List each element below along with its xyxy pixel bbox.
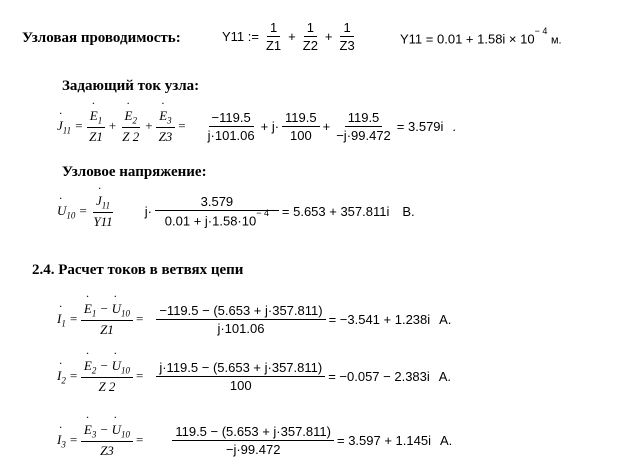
i2-symbolic: · $\frac{E_2 - \cdot U_{10}}{Z 2}$ — [81, 358, 133, 395]
j11-e1-over-z1: · $\frac{E_1}{Z1}$ — [86, 108, 106, 145]
i2-numeric: $\frac{j\cdot 119.5 - (5.653 + j\cdot 357.811)}{100}$ — [156, 360, 325, 393]
i2-result: = −0.057 − 2.383i — [328, 368, 430, 384]
i3-symbolic: · $\frac{E_3 - \cdot U_{10}}{Z3}$ — [81, 422, 133, 459]
y11-lhs: Y11 := — [222, 29, 259, 44]
heading-nodal-conductance: Узловая проводимость: — [22, 30, 181, 46]
u10-result: = 5.653 + 357.811i — [281, 203, 390, 219]
i3-numeric: $\frac{119.5 - (5.653 + j\cdot 357.811)}{-j\cdot 99.472}$ — [172, 424, 334, 457]
u10-fraction: $\frac{3.579}{0.01 + j\cdot 1.58\cdot 10^{- 4}}$ — [155, 194, 279, 228]
j11-e2-over-z2: · $\frac{E_2}{Z 2}$ — [119, 108, 142, 145]
j11-term1: $\frac{-119.5}{j\cdot 101.06}$ — [207, 109, 255, 143]
eq-i1: · $I_1$ = · $\frac{E_1 - \cdot U_{10}}{Z1}$ = $\frac{-119.5 - (5.653 + j\cdot 357.811)}{j\cdot 101.06}$ = −3.541 + 1.238i A. — [57, 301, 451, 338]
i1-result: = −3.541 + 1.238i — [328, 311, 431, 327]
heading-node-current: Задающий ток узла: — [62, 78, 200, 94]
j11-e3-over-z3: · $\frac{E_3}{Z3}$ — [156, 108, 176, 145]
eq-y11-definition: Y11 := $\frac{1}{Z1}$ + $\frac{1}{Z2}$ + $\frac{1}{Z3}$ — [222, 20, 358, 53]
j11-lhs: · $J_{11}$ = — [57, 118, 83, 136]
j11-result: = 3.579i — [396, 118, 444, 134]
heading-node-voltage: Узловое напряжение: — [62, 164, 207, 180]
u10-lhs: · $U_{10}$ = — [57, 203, 87, 221]
j11-term3: $\frac{119.5}{-j\cdot 99.472}$ — [336, 109, 391, 143]
eq-j11: · $J_{11}$ = · $\frac{E_1}{Z1}$ + · $\frac{E_2}{Z 2}$ + · $\frac{E_3}{Z3}$ = $\frac{-119.5}{j\cdot 101.06}$ + j· $\frac{119.5}{100}$ + $\frac{119.5}{-j\cdot 99.472}$ = 3.579i . — [57, 108, 456, 145]
i1-lhs: · $I_1$ = — [57, 311, 78, 329]
y11-frac-3: $\frac{1}{Z3}$ — [339, 20, 355, 53]
i3-lhs: · $I_3$ = — [57, 432, 78, 450]
eq-u10: · $U_{10}$ = · $\frac{J_{11}}{Y11}$ j· $\frac{3.579}{0.01 + j\cdot 1.58\cdot 10^{- 4}}$ = 5.653 + 357.811i В. — [57, 193, 415, 230]
i3-result: = 3.597 + 1.145i — [336, 432, 431, 448]
eq-i3: · $I_3$ = · $\frac{E_3 - \cdot U_{10}}{Z3}$ = $\frac{119.5 - (5.653 + j\cdot 357.811)}{-j\cdot 99.472}$ = 3.597 + 1.145i A. — [57, 422, 452, 459]
u10-j11-over-y11: · $\frac{J_{11}}{Y11}$ — [90, 193, 115, 230]
i2-lhs: · $I_2$ = — [57, 368, 78, 386]
eq-y11-result: $Y11 = 0.01 + 1.58i \times 10^{- 4}$ м. — [400, 26, 562, 47]
y11-frac-2: $\frac{1}{Z2}$ — [302, 20, 318, 53]
i1-numeric: $\frac{-119.5 - (5.653 + j\cdot 357.811)}{j\cdot 101.06}$ — [156, 303, 325, 336]
j11-term2: $\frac{119.5}{100}$ — [282, 110, 320, 143]
section-title: 2.4. Расчет токов в ветвях цепи — [32, 262, 244, 278]
i1-symbolic: · $\frac{E_1 - \cdot U_{10}}{Z1}$ — [81, 301, 133, 338]
eq-i2: · $I_2$ = · $\frac{E_2 - \cdot U_{10}}{Z 2}$ = $\frac{j\cdot 119.5 - (5.653 + j\cdot 357.811)}{100}$ = −0.057 − 2.383i A. — [57, 358, 451, 395]
y11-frac-1: $\frac{1}{Z1}$ — [265, 20, 282, 53]
